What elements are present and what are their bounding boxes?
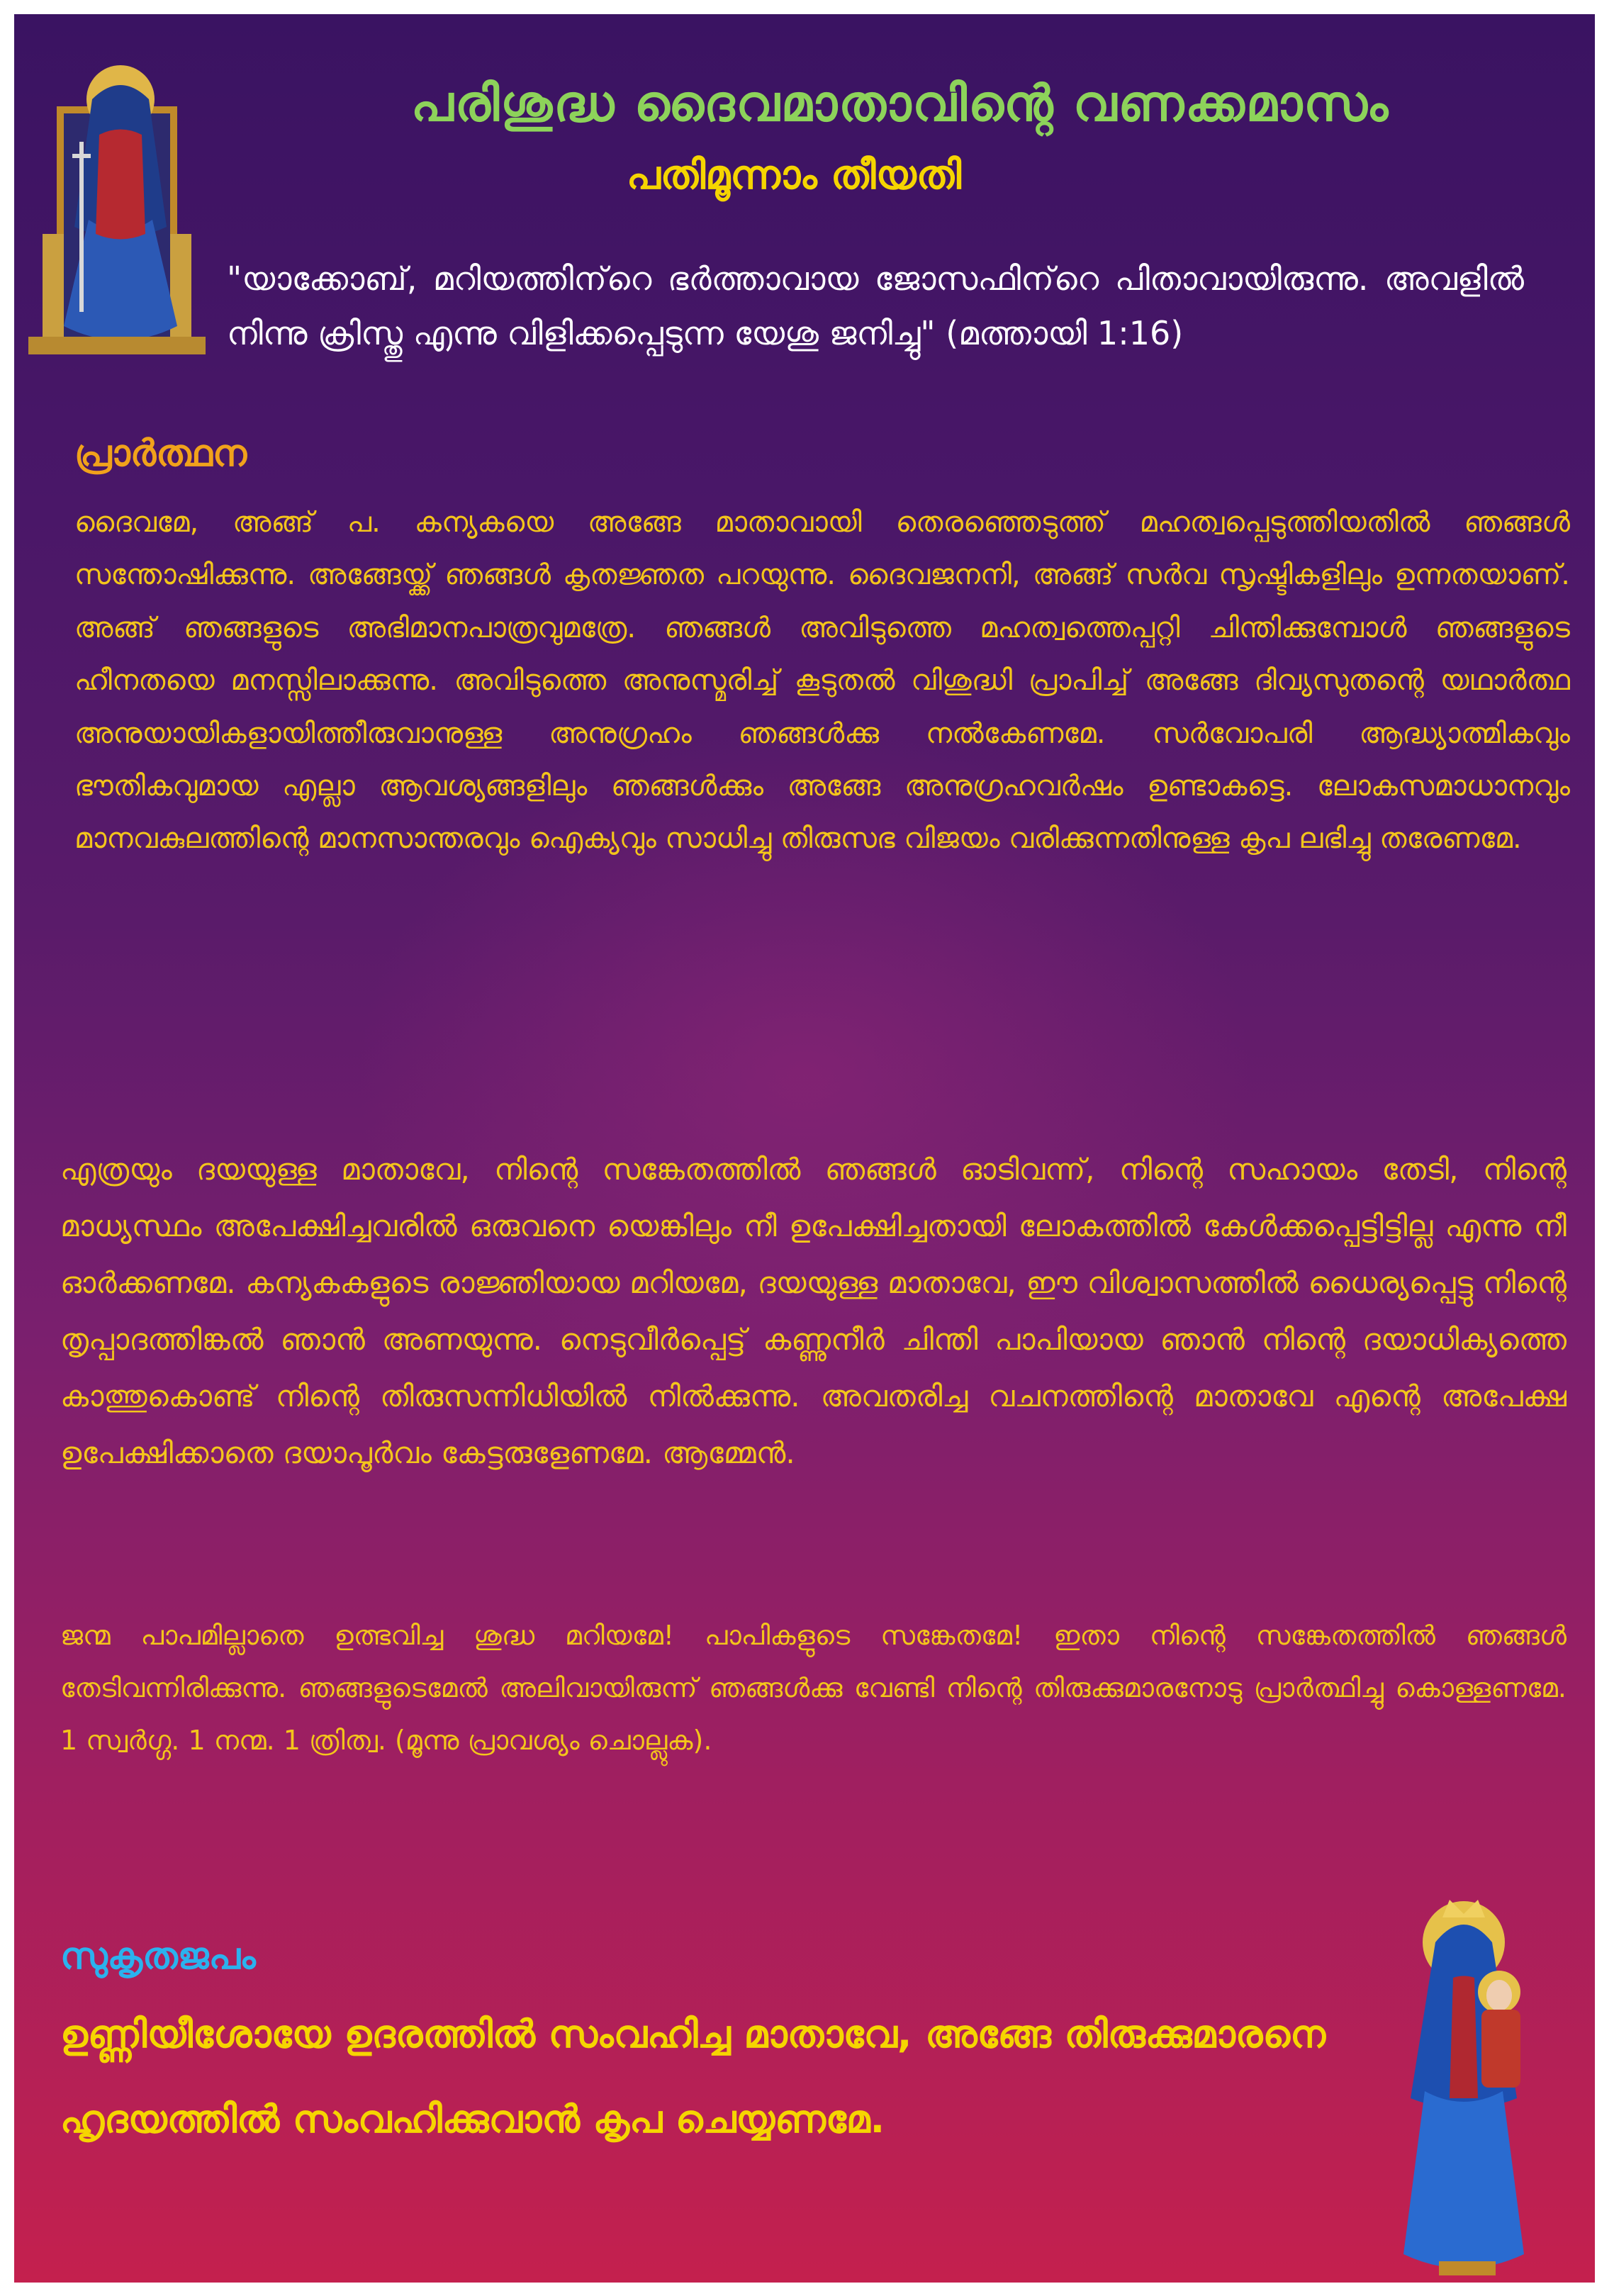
closing-prayer-paragraph: ജന്മ പാപമില്ലാതെ ഉത്ഭവിച്ച ശുദ്ധ മറിയമേ! പാപികളുടെ സങ്കേതമേ! ഇതാ നിന്റെ സങ്കേതത്തിൽ ഞങ്ങൾ തേടിവന്നിരിക്കുന്നു. ഞങ്ങളുടെമേൽ അലിവായിരുന്ന് ഞങ്ങൾക്കു വേണ്ടി നിന്റെ തിരുക്കുമാരനോടു പ്രാർത്ഥിച്ചു കൊള്ളണമേ. 1 സ്വർഗ്ഗ. 1 നന്മ. 1 ത്രിത്വ. (മൂന്നു പ്രാവശ്യം ചൊല്ലുക). — [60, 1620, 1567, 1756]
ejaculation-heading: സുകൃതജപം — [60, 1935, 256, 1978]
prayer-paragraph: ദൈവമേ, അങ്ങ് പ. കന്യകയെ അങ്ങേ മാതാവായി തെരഞ്ഞെടുത്ത് മഹത്വപ്പെടുത്തിയതിൽ ഞങ്ങൾ സന്തോഷിക്കുന്നു. അങ്ങേയ്ക്ക് ഞങ്ങൾ കൃതജ്ഞത പറയുന്നു. ദൈവജനനി, അങ്ങ് സർവ സൃഷ്ടികളിലും ഉന്നതയാണ്. അങ്ങ് ഞങ്ങളുടെ അഭിമാനപാത്രവുമത്രേ. ഞങ്ങൾ അവിടുത്തെ മഹത്വത്തെപ്പറ്റി ചിന്തിക്കുമ്പോൾ ഞങ്ങളുടെ ഹീനതയെ മനസ്സിലാക്കുന്നു. അവിടുത്തെ അനുസ്മരിച്ച് കൂടുതൽ വിശുദ്ധി പ്രാപിച്ച് അങ്ങേ ദിവ്യസുതന്റെ യഥാർത്ഥ അനുയായികളായിത്തീരുവാനുള്ള അനുഗ്രഹം ഞങ്ങൾക്കു നൽകേണമേ. സർവോപരി ആദ്ധ്യാത്മികവും ഭൗതികവുമായ എല്ലാ ആവശ്യങ്ങളിലും ഞങ്ങൾക്കും അങ്ങേ അനുഗ്രഹവർഷം ഉണ്ടാകട്ടെ. ലോകസമാധാനവും മാനവകുലത്തിന്റെ മാനസാന്തരവും ഐക്യവും സാധിച്ചു തിരുസഭ വിജയം വരിക്കുന്നതിനുള്ള കൃപ ലഭിച്ചു തരേണമേ. — [74, 506, 1570, 856]
page-background — [14, 14, 1595, 2283]
memorare-paragraph: എത്രയും ദയയുള്ള മാതാവേ, നിന്റെ സങ്കേതത്തിൽ ഞങ്ങൾ ഓടിവന്ന്, നിന്റെ സഹായം തേടി, നിന്റെ മാധ്യസ്ഥം അപേക്ഷിച്ചവരിൽ ഒരുവനെ യെങ്കിലും നീ ഉപേക്ഷിച്ചതായി ലോകത്തിൽ കേൾക്കപ്പെട്ടിട്ടില്ല എന്നു നീ ഓർക്കണമേ. കന്യകകളുടെ രാജ്ഞിയായ മറിയമേ, ദയയുള്ള മാതാവേ, ഈ വിശ്വാസത്തിൽ ധൈര്യപ്പെട്ടു നിന്റെ തൃപ്പാദത്തിങ്കൽ ഞാൻ അണയുന്നു. നെടുവീർപ്പെട്ട് കണ്ണുനീർ ചിന്തി പാപിയായ ഞാൻ നിന്റെ ദയാധിക്യത്തെ കാത്തുകൊണ്ട് നിന്റെ തിരുസന്നിധിയിൽ നിൽക്കുന്നു. അവതരിച്ച വചനത്തിന്റെ മാതാവേ എന്റെ അപേക്ഷ ഉപേക്ഷിക്കാതെ ദയാപൂർവം കേട്ടരുളേണമേ. ആമ്മേൻ. — [60, 1152, 1567, 1470]
enthroned-virgin-mary-icon — [14, 57, 216, 362]
page-title: പരിശുദ്ധ ദൈവമാതാവിന്റെ വണക്കമാസം — [410, 74, 1390, 133]
virgin-mary-with-child-icon — [1382, 1886, 1552, 2283]
prayer-heading: പ്രാർത്ഥന — [74, 432, 247, 475]
ejaculation-text: ഉണ്ണിയീശോയേ ഉദരത്തിൽ സംവഹിച്ച മാതാവേ, അങ്ങേ തിരുക്കുമാരനെ ഹൃദയത്തിൽ സംവഹിക്കുവാൻ കൃപ ചെയ്യണമേ. — [60, 2012, 1326, 2141]
bible-verse: "യാക്കോബ്, മറിയത്തിന്‌റെ ഭർത്താവായ ജോസഫിന്‌റെ പിതാവായിരുന്നു. അവളിൽ നിന്നു ക്രിസ്തു എന്നു വിളിക്കപ്പെടുന്ന യേശു ജനിച്ചു" (മത്തായി 1:16) — [227, 259, 1524, 352]
page-subtitle: പതിമൂന്നാം തീയതി — [626, 152, 962, 198]
